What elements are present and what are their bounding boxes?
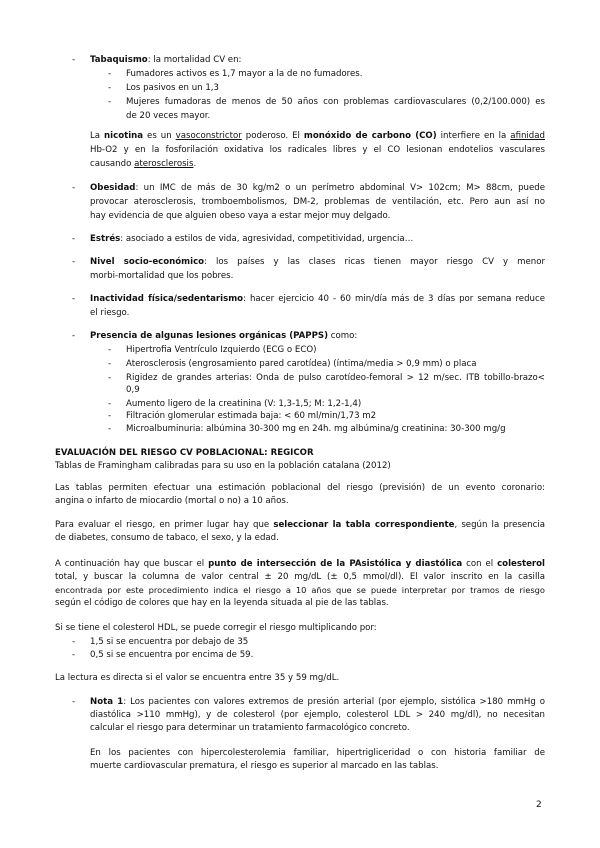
- list-item: Fumadores activos es 1,7 mayor a la de no fumadores.: [126, 69, 363, 79]
- list-item: Rigidez de grandes arterias: Onda de pulso carotídeo-femoral > 12 m/sec. ITB tobillo-brazo<: [126, 373, 545, 383]
- paragraph-line: A continuación hay que buscar el punto de intersección de la PAsistólica y diastólica con el colesterol: [55, 559, 545, 569]
- list-item: Aterosclerosis (engrosamiento pared carotídea) (íntima/media > 0,9 mm) o placa: [126, 359, 477, 369]
- list-item: Mujeres fumadoras de menos de 50 años con problemas cardiovasculares (0,2/100.000) es: [126, 97, 545, 107]
- nicotina-term: nicotina: [104, 131, 144, 141]
- bullet-dash: -: [72, 55, 76, 65]
- seleccionar-tabla-term: seleccionar la tabla correspondiente: [273, 520, 455, 530]
- inactividad-line: Inactividad física/sedentarismo: hacer ejercicio 40 - 60 min/día más de 3 días por semana reduce: [90, 294, 545, 304]
- paragraph-line: Las tablas permiten efectuar una estimación poblacional del riesgo (previsión) de un evento coronario:: [55, 483, 545, 493]
- sub-bullet-dash: -: [108, 373, 112, 383]
- vasoconstrictor-link: vasoconstrictor: [175, 131, 242, 141]
- nivel-term: Nivel socio-económico: [90, 257, 205, 267]
- list-item: Hipertrofia Ventrículo Izquierdo (ECG o ECO): [126, 345, 317, 355]
- sub-bullet-dash: -: [108, 424, 112, 434]
- nivel-line: Nivel socio-económico: los países y las clases ricas tienen mayor riesgo CV y menor: [90, 257, 545, 267]
- inactividad-line: el riesgo.: [90, 308, 130, 318]
- obesidad-term: Obesidad: [90, 183, 136, 193]
- list-item-continuation: 0,9: [126, 385, 140, 395]
- bullet-dash: -: [72, 331, 76, 341]
- nicotina-paragraph-line: Hb-O2 y en la fosforilación oxidativa los radicales libres y el CO lesionan endotelios vasculares: [90, 145, 545, 155]
- bullet-dash: -: [72, 257, 76, 267]
- tabaquismo-heading: [90, 55, 241, 66]
- paragraph-line: encontrada por este procedimiento indica el riesgo a 10 años que se puede interpretar por tramos de riesgo: [55, 585, 545, 595]
- estres-line: Estrés: asociado a estilos de vida, agresividad, competitividad, urgencia…: [90, 234, 414, 244]
- list-item: Filtración glomerular estimada baja: < 60 ml/min/1,73 m2: [126, 411, 377, 421]
- bullet-dash: -: [72, 294, 76, 304]
- nicotina-paragraph-line: La nicotina es un vasoconstrictor poderoso. El monóxido de carbono (CO) interfiere en la afinidad: [90, 131, 545, 141]
- bullet-dash: -: [72, 697, 76, 707]
- estres-term: Estrés: [90, 234, 121, 244]
- lesiones-term: Presencia de algunas lesiones orgánicas (PAPPS): [90, 331, 329, 341]
- obesidad-line: hay evidencia de que alguien obeso vaya a estar mejor muy delgado.: [90, 211, 391, 221]
- paragraph-line: total, y buscar la columna de valor central ± 20 mg/dL (± 0,5 mmol/dl). El valor inscrito en la casilla: [55, 572, 545, 582]
- co-term: monóxido de carbono (CO): [303, 131, 437, 141]
- paragraph-line: Para evaluar el riesgo, en primer lugar hay que seleccionar la tabla correspondiente, según la presencia: [55, 520, 545, 530]
- obesidad-line: Obesidad: un IMC de más de 30 kg/m2 o un perímetro abdominal V> 102cm; M> 88cm, puede: [90, 183, 545, 193]
- bullet-dash: -: [72, 637, 76, 647]
- nota-line: calcular el riesgo para determinar un tratamiento farmacológico concreto.: [90, 723, 410, 733]
- sub-bullet-dash: -: [108, 345, 112, 355]
- list-item: Microalbuminuria: albúmina 30-300 mg en 24h. mg albúmina/g creatinina: 30-300 mg/g: [126, 424, 506, 434]
- tabaquismo-term: Tabaquismo: [90, 55, 148, 65]
- sub-bullet-dash: -: [108, 359, 112, 369]
- section-subtitle: Tablas de Framingham calibradas para su uso en la población catalana (2012): [55, 461, 391, 471]
- lesiones-heading: Presencia de algunas lesiones orgánicas (PAPPS) como:: [90, 331, 358, 341]
- tabaquismo-text: : la mortalidad CV en:: [147, 55, 242, 65]
- list-item: 1,5 si se encuentra por debajo de 35: [90, 637, 249, 647]
- nivel-line: morbi-mortalidad que los pobres.: [90, 271, 234, 281]
- paragraph-line: angina o infarto de miocardio (mortal o no) a 10 años.: [55, 496, 289, 506]
- inactividad-term: Inactividad física/sedentarismo: [90, 294, 244, 304]
- aterosclerosis-link: aterosclerosis: [134, 159, 194, 169]
- paragraph-line: Si se tiene el colesterol HDL, se puede corregir el riesgo multiplicando por:: [55, 623, 377, 633]
- list-item: 0,5 si se encuentra por encima de 59.: [90, 650, 254, 660]
- nota-line: Nota 1: Los pacientes con valores extremos de presión arterial (por ejemplo, sistólica >180 mmHg o: [90, 697, 545, 707]
- nota-line: diastólica >110 mmHg), y de colesterol (por ejemplo, colesterol LDL > 240 mg/dl), no necesitan: [90, 710, 545, 720]
- bullet-dash: -: [72, 650, 76, 660]
- interseccion-term: punto de intersección de la PAsistólica y diastólica: [208, 559, 463, 569]
- list-item: Aumento ligero de la creatinina (V: 1,3-1,5; M: 1,2-1,4): [126, 399, 362, 409]
- sub-bullet-dash: -: [108, 97, 112, 107]
- nicotina-paragraph-line: causando aterosclerosis.: [90, 159, 197, 169]
- nota-term: Nota 1: [90, 697, 124, 707]
- sub-bullet-dash: -: [108, 69, 112, 79]
- bullet-dash: -: [72, 183, 76, 193]
- paragraph-line: La lectura es directa si el valor se encuentra entre 35 y 59 mg/dL.: [55, 673, 340, 683]
- list-item-continuation: de 20 veces mayor.: [126, 111, 211, 121]
- sub-bullet-dash: -: [108, 83, 112, 93]
- page-number: 2: [536, 800, 542, 810]
- afinidad-link: afinidad: [510, 131, 545, 141]
- colesterol-term: colesterol: [497, 559, 545, 569]
- section-title: EVALUACIÓN DEL RIESGO CV POBLACIONAL: REGICOR: [55, 448, 314, 458]
- nota-line: En los pacientes con hipercolesterolemia familiar, hipertrigliceridad o con historia familiar de: [90, 748, 545, 758]
- obesidad-line: provocar aterosclerosis, tromboembolismos, DM-2, problemas de ventilación, etc. Pero aun así no: [90, 197, 545, 207]
- nota-line: muerte cardiovascular prematura, el riesgo es superior al marcado en las tablas.: [90, 761, 439, 771]
- sub-bullet-dash: -: [108, 399, 112, 409]
- paragraph-line: según el código de colores que hay en la leyenda situada al pie de las tablas.: [55, 598, 389, 608]
- list-item: Los pasivos en un 1,3: [126, 83, 219, 93]
- bullet-dash: -: [72, 234, 76, 244]
- paragraph-line: de diabetes, consumo de tabaco, el sexo, y la edad.: [55, 533, 279, 543]
- sub-bullet-dash: -: [108, 411, 112, 421]
